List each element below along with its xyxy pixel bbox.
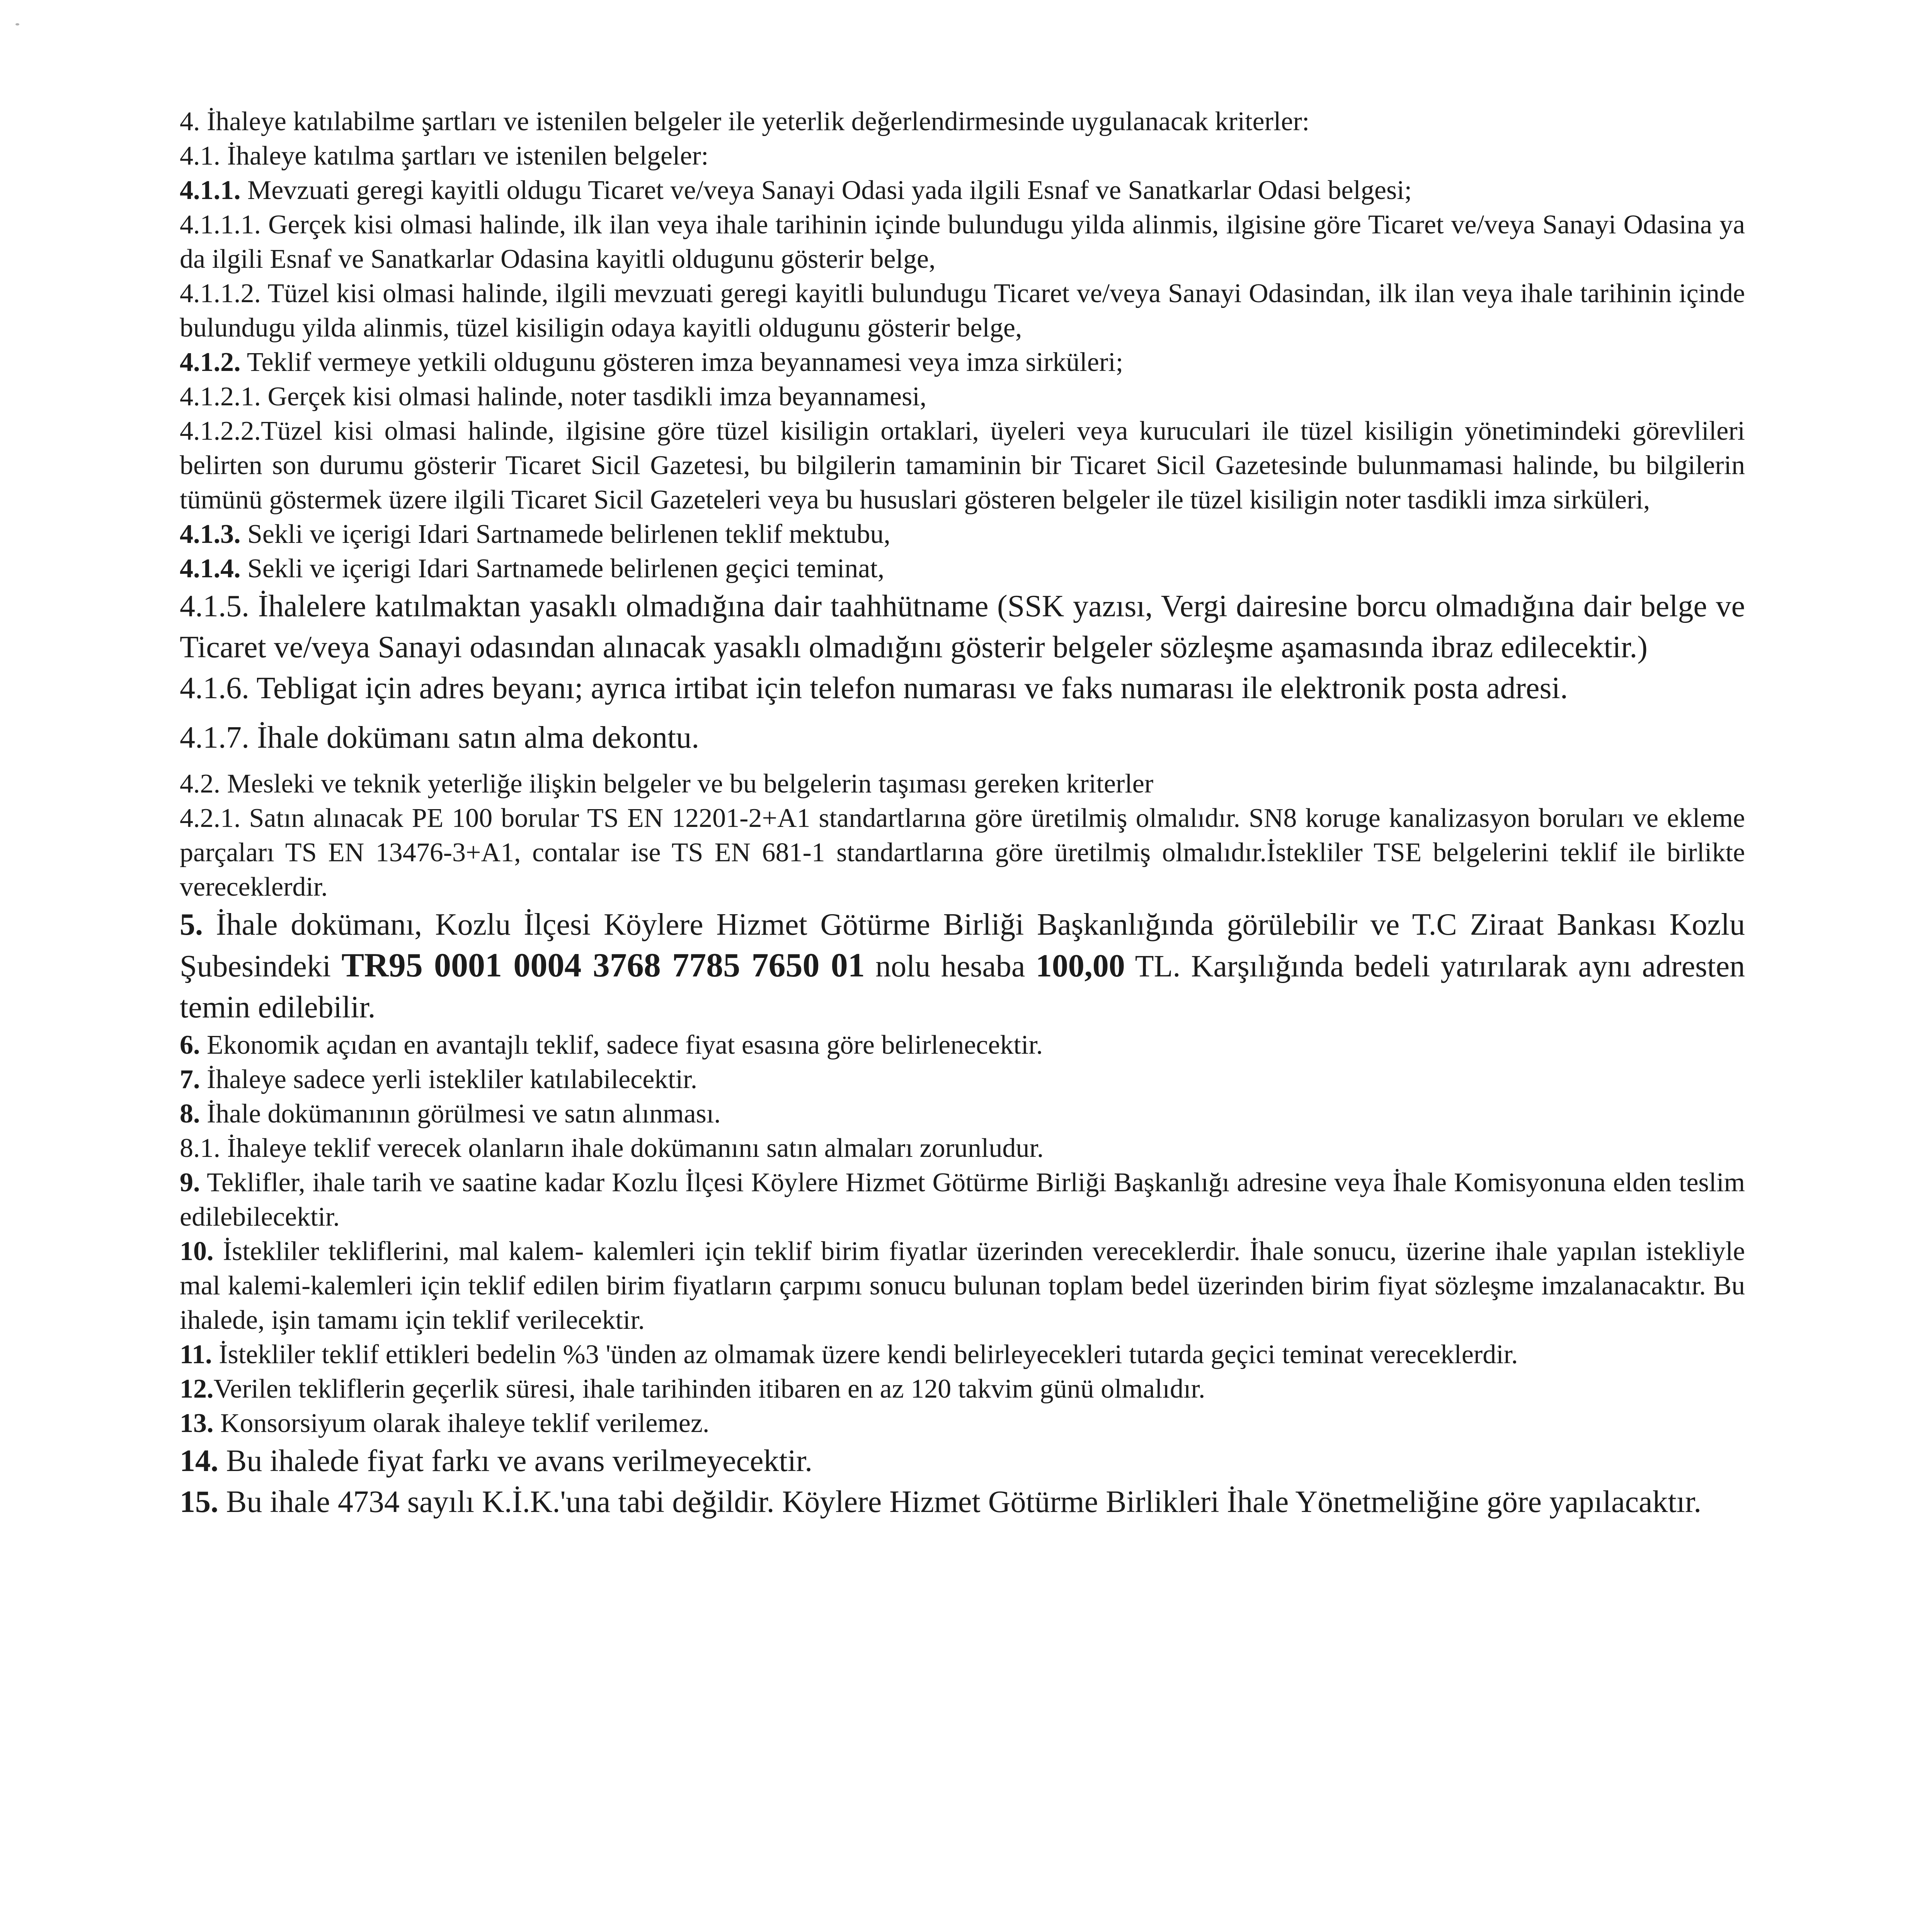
paragraph-13: 13. Konsorsiyum olarak ihaleye teklif verilemez.: [180, 1408, 710, 1438]
paragraph-4: 4. İhaleye katılabilme şartları ve istenilen belgeler ile yeterlik değerlendirmesinde uygulanacak kriterler:: [180, 107, 1310, 136]
paragraph-4-1-2: 4.1.2. Teklif vermeye yetkili oldugunu gösteren imza beyannamesi veya imza sirküleri;: [180, 347, 1124, 377]
paragraph-4-1-2-2: 4.1.2.2.Tüzel kisi olmasi halinde, ilgisine göre tüzel kisiligin ortaklari, üyeleri veya kuruculari ile tüzel kisiligin yönetimindeki görevlileri belirten son durumu gösterir Ticaret Sicil Gazetesi, bu bilgilerin tamaminin bir Ticaret Sicil Gazetesinde bulunmamasi halinde, bu bilgilerin tümünü göstermek üzere ilgili Ticaret Sicil Gazeteleri veya bu hususlari gösteren belgeler ile tüzel kisiligin noter tasdikli imza sirküleri,: [180, 416, 1745, 515]
paragraph-7: 7. İhaleye sadece yerli istekliler katılabilecektir.: [180, 1065, 698, 1094]
paragraph-4-1-1: 4.1.1. Mevzuati geregi kayitli oldugu Ticaret ve/veya Sanayi Odasi yada ilgili Esnaf ve Sanatkarlar Odasi belgesi;: [180, 175, 1412, 205]
fee-amount: 100,00: [1035, 948, 1125, 984]
paragraph-4-1-2-1: 4.1.2.1. Gerçek kisi olmasi halinde, noter tasdikli imza beyannamesi,: [180, 382, 927, 412]
paragraph-6: 6. Ekonomik açıdan en avantajlı teklif, sadece fiyat esasına göre belirlenecektir.: [180, 1030, 1043, 1060]
scan-speck: [15, 23, 19, 26]
paragraph-4-1-6: 4.1.6. Tebligat için adres beyanı; ayrıca irtibat için telefon numarası ve faks numarası ile elektronik posta adresi.: [180, 671, 1568, 705]
paragraph-4-1-1-1: 4.1.1.1. Gerçek kisi olmasi halinde, ilk ilan veya ihale tarihinin içinde bulundugu yilda alinmis, ilgisine göre Ticaret ve/veya Sanayi Odasina ya da ilgili Esnaf ve Sanatkarlar Odasina kayitli oldugunu gösterir belge,: [180, 210, 1745, 274]
paragraph-4-1-1-2: 4.1.1.2. Tüzel kisi olmasi halinde, ilgili mevzuati geregi kayitli bulundugu Ticaret ve/veya Sanayi Odasindan, ilk ilan veya ihale tarihinin içinde bulundugu yilda alinmis, tüzel kisiligin odaya kayitli oldugunu gösterir belge,: [180, 279, 1745, 343]
paragraph-4-1-4: 4.1.4. Sekli ve içerigi Idari Sartnamede belirlenen geçici teminat,: [180, 554, 885, 583]
document-body: [180, 104, 1745, 1522]
paragraph-12: 12.Verilen tekliflerin geçerlik süresi, ihale tarihinden itibaren en az 120 takvim günü olmalıdır.: [180, 1374, 1205, 1404]
paragraph-4-2: 4.2. Mesleki ve teknik yeterliğe ilişkin belgeler ve bu belgelerin taşıması gereken kriterler: [180, 769, 1154, 799]
paragraph-8: 8. İhale dokümanının görülmesi ve satın alınması.: [180, 1099, 721, 1129]
paragraph-4-2-1: 4.2.1. Satın alınacak PE 100 borular TS EN 12201-2+A1 standartlarına göre üretilmiş olmalıdır. SN8 koruge kanalizasyon boruları ve ekleme parçaları TS EN 13476-3+A1, contalar ise TS EN 681-1 standartlarına göre üretilmiş olmalıdır.İstekliler TSE belgelerini teklif ile birlikte vereceklerdir.: [180, 803, 1745, 902]
iban-number: TR95 0001 0004 3768 7785 7650 01: [341, 947, 865, 984]
paragraph-4-1-7: 4.1.7. İhale dokümanı satın alma dekontu.: [180, 721, 700, 755]
paragraph-11: 11. İstekliler teklif ettikleri bedelin %3 'ünden az olmamak üzere kendi belirleyecekleri tutarda geçici teminat vereceklerdir.: [180, 1340, 1518, 1369]
paragraph-15: 15. Bu ihale 4734 sayılı K.İ.K.'una tabi değildir. Köylere Hizmet Götürme Birlikleri İhale Yönetmeliğine göre yapılacaktır.: [180, 1485, 1702, 1519]
paragraph-9: 9. Teklifler, ihale tarih ve saatine kadar Kozlu İlçesi Köylere Hizmet Götürme Birliği Başkanlığı adresine veya İhale Komisyonuna elden teslim edilebilecektir.: [180, 1168, 1745, 1232]
paragraph-10: 10. İstekliler tekliflerini, mal kalem- kalemleri için teklif birim fiyatlar üzerinden vereceklerdir. İhale sonucu, üzerine ihale yapılan istekliyle mal kalemi-kalemleri için teklif edilen birim fiyatların çarpımı sonucu bulunan toplam bedel üzerinden birim fiyat sözleşme imzalanacaktır. Bu ihalede, işin tamamı için teklif verilecektir.: [180, 1236, 1745, 1335]
paragraph-8-1: 8.1. İhaleye teklif verecek olanların ihale dokümanını satın almaları zorunludur.: [180, 1133, 1044, 1163]
paragraph-4-1-3: 4.1.3. Sekli ve içerigi Idari Sartnamede belirlenen teklif mektubu,: [180, 519, 890, 549]
paragraph-4-1: 4.1. İhaleye katılma şartları ve istenilen belgeler:: [180, 141, 709, 171]
paragraph-5: 5. İhale dokümanı, Kozlu İlçesi Köylere Hizmet Götürme Birliği Başkanlığında görülebilir ve T.C Ziraat Bankası Kozlu Şubesindeki TR95 0001 0004 3768 7785 7650 01 nolu hesaba 100,00 TL. Karşılığında bedeli yatırılarak aynı adresten temin edilebilir.: [180, 908, 1745, 1024]
paragraph-14: 14. Bu ihalede fiyat farkı ve avans verilmeyecektir.: [180, 1444, 813, 1478]
paragraph-4-1-5: 4.1.5. İhalelere katılmaktan yasaklı olmadığına dair taahhütname (SSK yazısı, Vergi dairesine borcu olmadığına dair belge ve Ticaret ve/veya Sanayi odasından alınacak yasaklı olmadığını gösterir belgeler sözleşme aşamasında ibraz edilecektir.): [180, 589, 1745, 664]
